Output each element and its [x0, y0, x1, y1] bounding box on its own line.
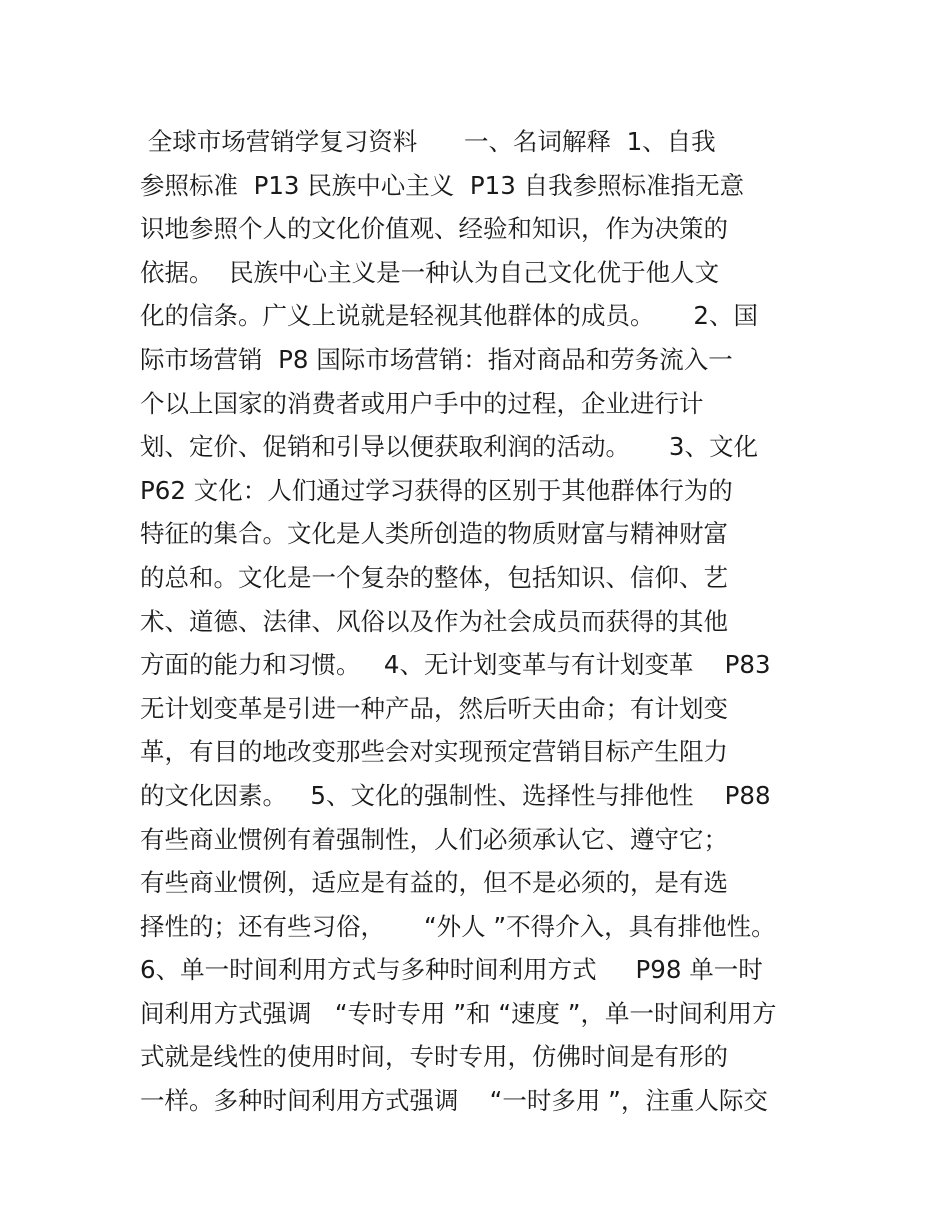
text-line-11: 的总和。文化是一个复杂的整体，包括知识、信仰、艺: [140, 562, 728, 592]
text-line-19: 择性的；还有些习俗， “外人 ”不得介入，具有排他性。: [140, 911, 776, 941]
text-line-5: 化的信条。广义上说就是轻视其他群体的成员。 2、国: [140, 301, 759, 331]
text-line-20: 6、单一时间利用方式与多种时间利用方式 P98 单一时: [140, 955, 763, 985]
text-line-4: 依据。 民族中心主义是一种认为自己文化优于他人文: [140, 257, 720, 287]
text-line-7: 个以上国家的消费者或用户手中的过程，企业进行计: [140, 388, 704, 418]
text-line-1: 全球市场营销学复习资料 一、名词解释 1、自我: [140, 127, 716, 156]
text-line-23: 一样。多种时间利用方式强调 “一时多用 ”，注重人际交: [140, 1086, 768, 1116]
text-line-16: 的文化因素。 5、文化的强制性、选择性与排他性 P88: [140, 780, 771, 810]
text-line-3: 识地参照个人的文化价值观、经验和知识，作为决策的: [140, 214, 728, 244]
text-line-2: 参照标准 P13 民族中心主义 P13 自我参照标准指无意: [140, 170, 745, 200]
text-line-17: 有些商业惯例有着强制性，人们必须承认它、遵守它；: [140, 824, 728, 854]
text-line-13: 方面的能力和习惯。 4、无计划变革与有计划变革 P83: [140, 650, 771, 680]
text-line-9: P62 文化：人们通过学习获得的区别于其他群体行为的: [140, 475, 733, 505]
text-line-18: 有些商业惯例，适应是有益的，但不是必须的，是有选: [140, 868, 728, 898]
text-line-6: 际市场营销 P8 国际市场营销：指对商品和劳务流入一: [140, 344, 733, 374]
text-line-22: 式就是线性的使用时间，专时专用，仿佛时间是有形的: [140, 1042, 728, 1072]
text-line-12: 术、道德、法律、风俗以及作为社会成员而获得的其他: [140, 606, 728, 636]
text-line-14: 无计划变革是引进一种产品，然后听天由命；有计划变: [140, 693, 728, 723]
body-text: [140, 120, 805, 1123]
text-line-8: 划、定价、促销和引导以便获取利润的活动。 3、文化: [140, 432, 759, 462]
text-line-21: 间利用方式强调 “专时专用 ”和 “速度 ”，单一时间利用方: [140, 998, 777, 1028]
text-line-15: 革，有目的地改变那些会对实现预定营销目标产生阻力: [140, 737, 728, 767]
text-line-10: 特征的集合。文化是人类所创造的物质财富与精神财富: [140, 519, 728, 549]
